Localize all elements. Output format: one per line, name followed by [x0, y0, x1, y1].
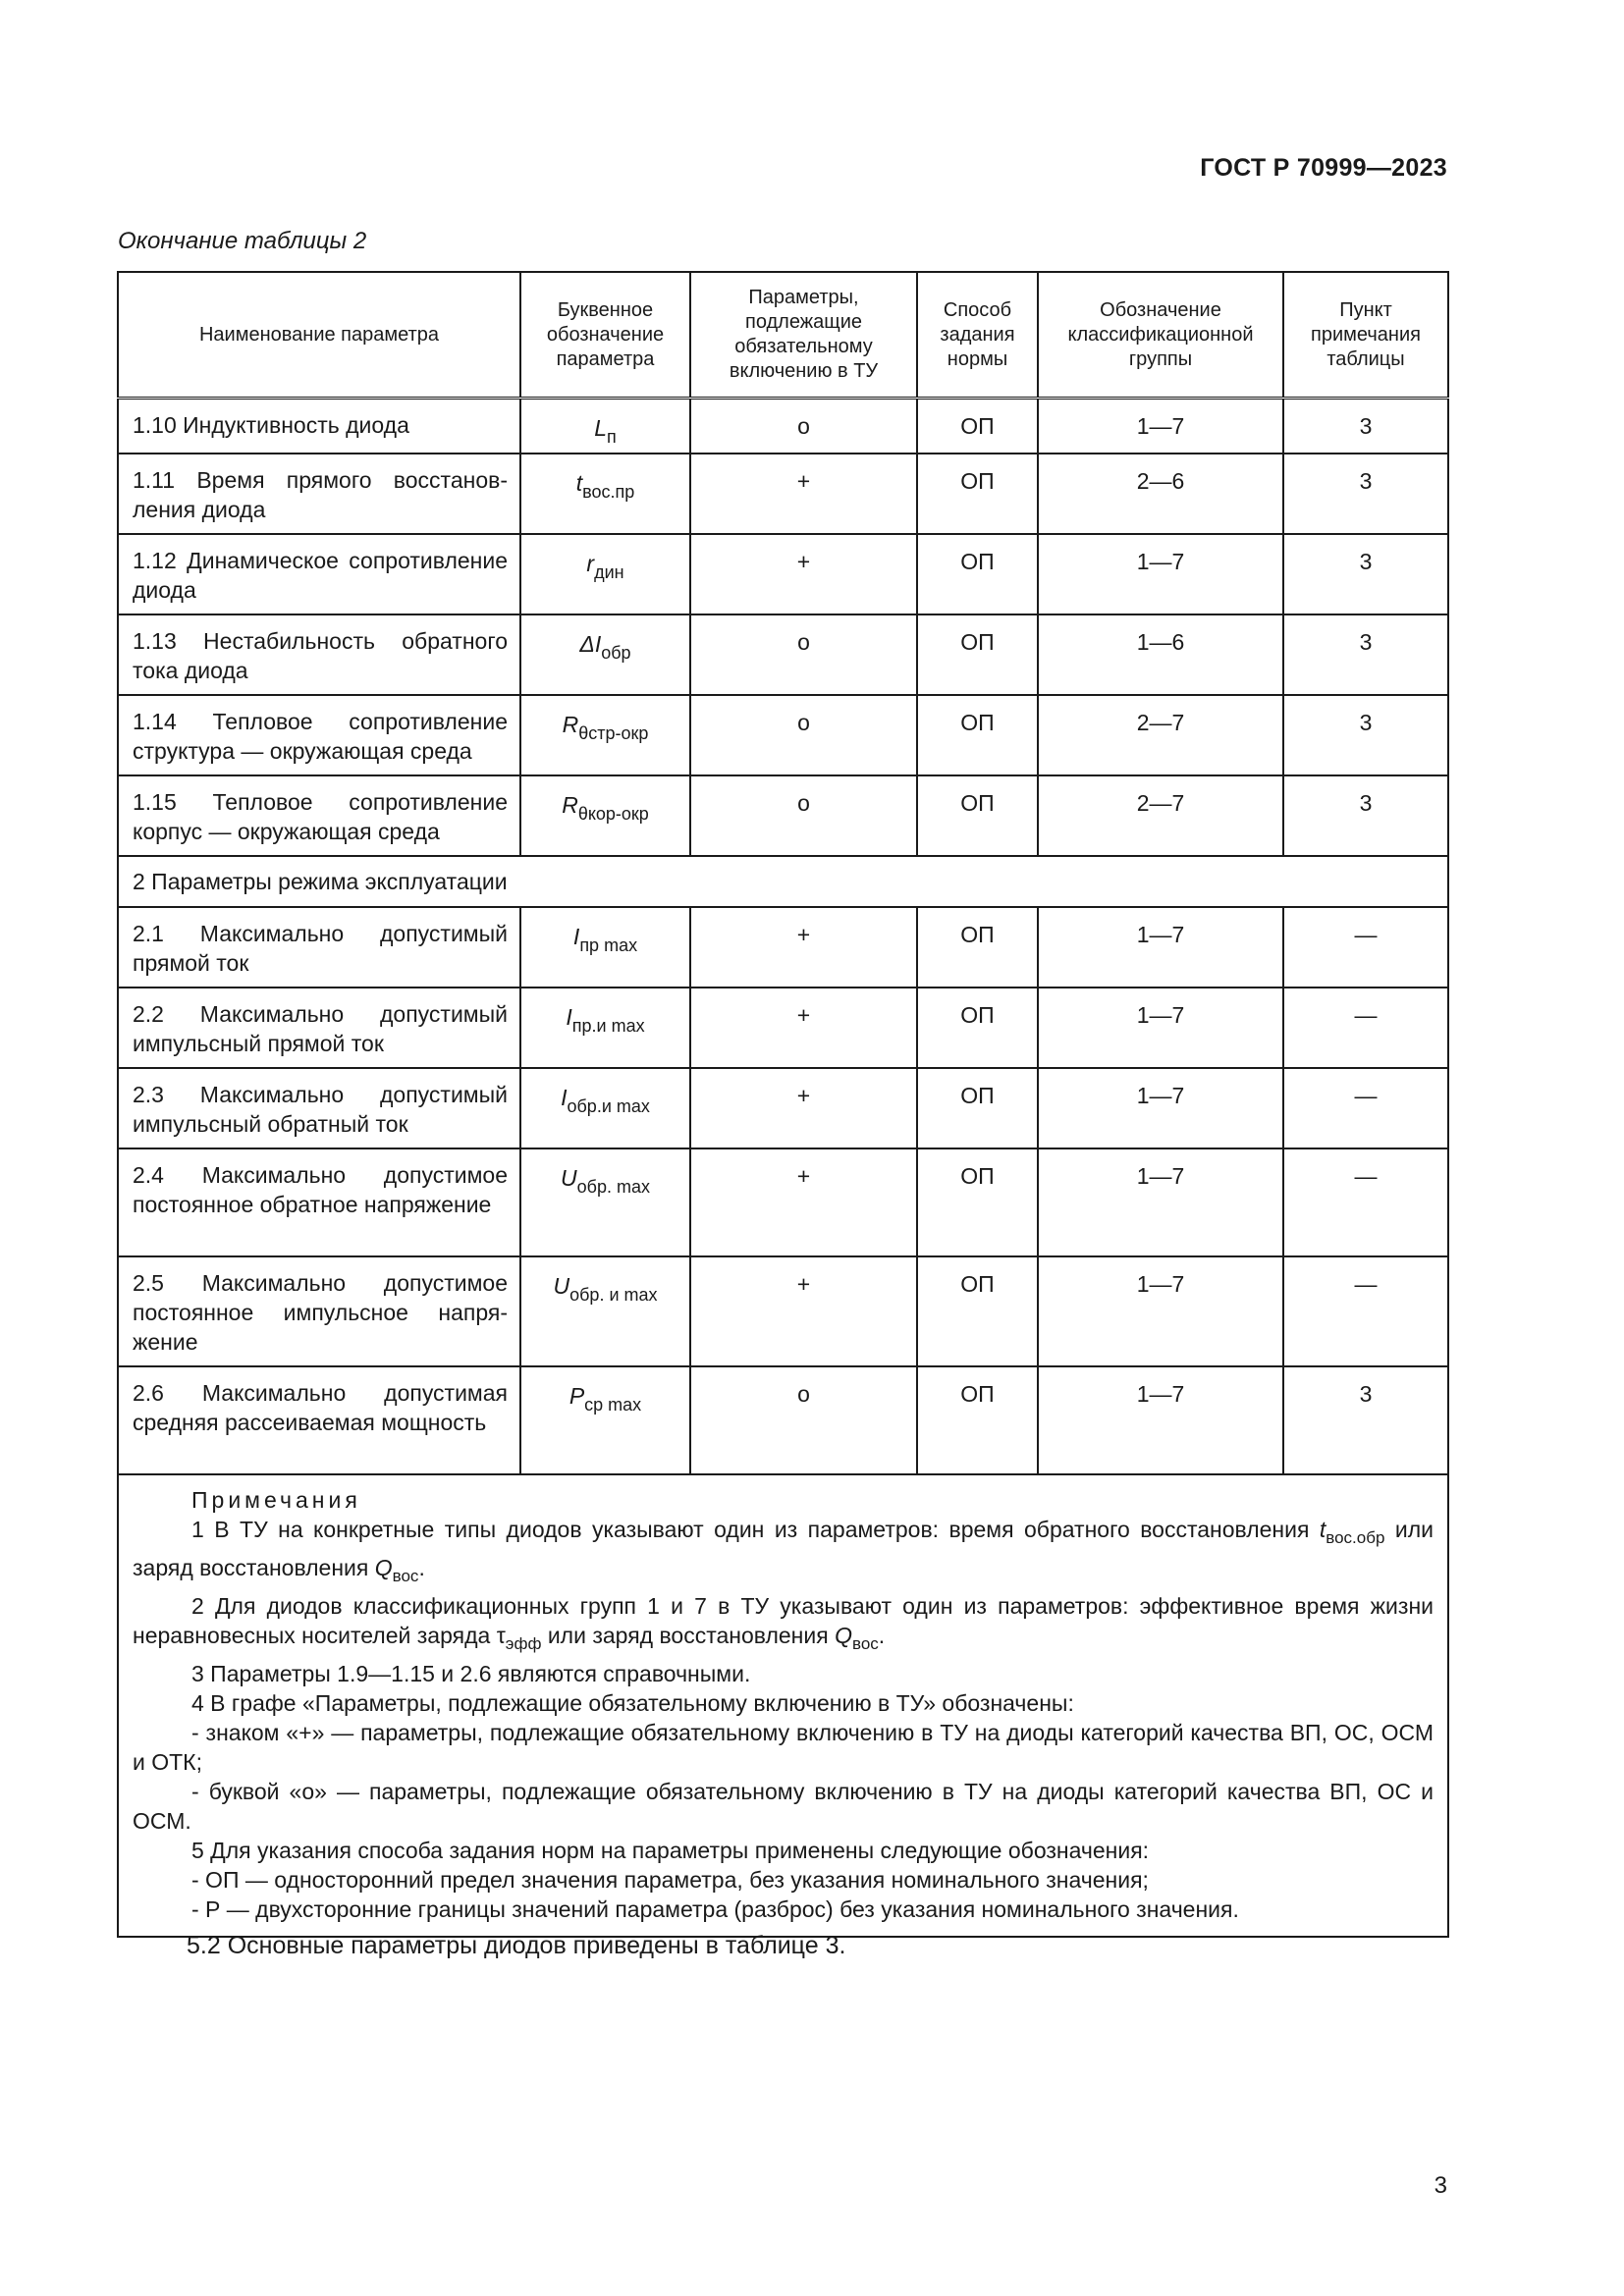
param-symbol: $L_п$	[520, 399, 690, 454]
param-method: ОП	[917, 1068, 1038, 1148]
note-5: 5 Для указания способа задания норм на параметры применены следующие обозначения:	[191, 1838, 1150, 1863]
param-name: 2.5 Максимально допустимое постоянное импульсное напряжение	[118, 1256, 520, 1366]
param-symbol: $\Delta I_{обр}$	[520, 614, 690, 695]
note-1: 1 В ТУ на конкретные типы диодов указывают один из параметров: время обратного восстановления $t_{вос.обр}$ или заряд восстановления $Q_{вос}$.	[133, 1517, 1435, 1585]
col-header-symbol: Буквенное обозначение параметра	[520, 272, 690, 399]
param-symbol: $I_{пр.и max}$	[520, 988, 690, 1068]
table-row	[118, 1068, 1448, 1148]
table-body-part1	[118, 399, 1448, 857]
note-4: 4 В графе «Параметры, подлежащие обязательному включению в ТУ» обозначены:	[191, 1690, 1074, 1716]
param-method: ОП	[917, 907, 1038, 988]
param-method: ОП	[917, 399, 1038, 454]
page-number: 3	[1434, 2172, 1447, 2199]
param-method: ОП	[917, 614, 1038, 695]
param-group: 1—7	[1038, 399, 1283, 454]
document-code: ГОСТ Р 70999—2023	[1200, 154, 1447, 182]
param-name: 1.11 Время прямого восстановления диода	[118, 454, 520, 534]
param-method: ОП	[917, 454, 1038, 534]
table-row	[118, 454, 1448, 534]
param-mandatory: о	[690, 1366, 917, 1474]
param-mandatory: +	[690, 988, 917, 1068]
note-3: 3 Параметры 1.9—1.15 и 2.6 являются справочными.	[191, 1661, 751, 1686]
param-method: ОП	[917, 1256, 1038, 1366]
parameters-table	[117, 271, 1449, 1938]
note-5-op: - ОП — односторонний предел значения параметра, без указания номинального значения;	[191, 1867, 1149, 1893]
param-group: 1—6	[1038, 614, 1283, 695]
param-symbol: $I_{обр.и max}$	[520, 1068, 690, 1148]
table-row	[118, 1366, 1448, 1474]
param-symbol: $t_{вос.пр}$	[520, 454, 690, 534]
param-symbol: $I_{пр max}$	[520, 907, 690, 988]
param-name: 1.10 Индуктивность диода	[118, 399, 520, 454]
param-mandatory: о	[690, 775, 917, 856]
param-group: 1—7	[1038, 534, 1283, 614]
param-group: 2—7	[1038, 775, 1283, 856]
param-mandatory: о	[690, 614, 917, 695]
param-name: 1.15 Тепловое сопротивление корпус — окружающая среда	[118, 775, 520, 856]
param-group: 2—6	[1038, 454, 1283, 534]
notes-block	[118, 1474, 1448, 1937]
param-note-ref: 3	[1283, 454, 1448, 534]
param-mandatory: +	[690, 1256, 917, 1366]
param-note-ref: 3	[1283, 775, 1448, 856]
param-symbol: $R_{\theta стр-окр}$	[520, 695, 690, 775]
param-name: 2.4 Максимально допустимое постоянное обратное напряжение	[118, 1148, 520, 1256]
param-symbol: $U_{обр. и max}$	[520, 1256, 690, 1366]
notes-title: Примечания	[191, 1487, 361, 1513]
table-row	[118, 399, 1448, 454]
param-group: 1—7	[1038, 907, 1283, 988]
table-row	[118, 695, 1448, 775]
table-row	[118, 534, 1448, 614]
param-method: ОП	[917, 1148, 1038, 1256]
param-note-ref: —	[1283, 1068, 1448, 1148]
notes-row	[118, 1474, 1448, 1937]
param-name: 2.3 Максимально допустимый импульсный обратный ток	[118, 1068, 520, 1148]
param-name: 2.6 Максимально допустимая средняя рассеиваемая мощность	[118, 1366, 520, 1474]
param-name: 1.12 Динамическое сопротивление диода	[118, 534, 520, 614]
table-row	[118, 775, 1448, 856]
param-symbol: $U_{обр. max}$	[520, 1148, 690, 1256]
param-name: 2.2 Максимально допустимый импульсный прямой ток	[118, 988, 520, 1068]
param-note-ref: —	[1283, 907, 1448, 988]
param-note-ref: —	[1283, 1256, 1448, 1366]
table-row	[118, 1148, 1448, 1256]
param-group: 1—7	[1038, 988, 1283, 1068]
param-symbol: $r_{дин}$	[520, 534, 690, 614]
table-header-row	[118, 272, 1448, 399]
table-caption: Окончание таблицы 2	[118, 228, 367, 254]
param-method: ОП	[917, 1366, 1038, 1474]
param-symbol: $P_{ср max}$	[520, 1366, 690, 1474]
col-header-group: Обозначение классификационной группы	[1038, 272, 1283, 399]
section-row	[118, 856, 1448, 907]
param-group: 2—7	[1038, 695, 1283, 775]
param-note-ref: 3	[1283, 1366, 1448, 1474]
table-row	[118, 614, 1448, 695]
param-method: ОП	[917, 775, 1038, 856]
param-note-ref: 3	[1283, 399, 1448, 454]
note-4-o: - буквой «о» — параметры, подлежащие обязательному включению в ТУ на диоды категорий качества ВП, ОС и ОСМ.	[133, 1779, 1434, 1834]
param-mandatory: +	[690, 454, 917, 534]
section-title: 2 Параметры режима эксплуатации	[118, 856, 1448, 907]
param-group: 1—7	[1038, 1148, 1283, 1256]
note-5-r: - Р — двухсторонние границы значений параметра (разброс) без указания номинального значения.	[191, 1896, 1239, 1922]
param-name: 1.13 Нестабильность обратного тока диода	[118, 614, 520, 695]
col-header-name: Наименование параметра	[118, 272, 520, 399]
param-note-ref: —	[1283, 1148, 1448, 1256]
param-method: ОП	[917, 988, 1038, 1068]
param-mandatory: +	[690, 1148, 917, 1256]
param-symbol: $R_{\theta кор-окр}$	[520, 775, 690, 856]
note-2: 2 Для диодов классификационных групп 1 и 7 в ТУ указывают один из параметров: эффективное время жизни неравновесных носителей заряда $\tau_{эфф}$ или заряд восстановления $Q_{вос}$.	[133, 1593, 1434, 1653]
table-row	[118, 907, 1448, 988]
note-4-plus: - знаком «+» — параметры, подлежащие обязательному включению в ТУ на диоды категорий качества ВП, ОС, ОСМ и ОТК;	[133, 1720, 1434, 1775]
param-mandatory: +	[690, 534, 917, 614]
param-mandatory: о	[690, 399, 917, 454]
param-group: 1—7	[1038, 1366, 1283, 1474]
param-group: 1—7	[1038, 1256, 1283, 1366]
table-body-part2	[118, 907, 1448, 1474]
param-mandatory: +	[690, 1068, 917, 1148]
param-name: 1.14 Тепловое сопротивление структура — окружающая среда	[118, 695, 520, 775]
col-header-method: Способ задания нормы	[917, 272, 1038, 399]
col-header-note: Пункт примечания таблицы	[1283, 272, 1448, 399]
param-note-ref: 3	[1283, 695, 1448, 775]
param-note-ref: 3	[1283, 534, 1448, 614]
param-mandatory: о	[690, 695, 917, 775]
body-paragraph: 5.2 Основные параметры диодов приведены в таблице 3.	[187, 1932, 846, 1959]
param-mandatory: +	[690, 907, 917, 988]
table-row	[118, 1256, 1448, 1366]
param-method: ОП	[917, 534, 1038, 614]
param-group: 1—7	[1038, 1068, 1283, 1148]
col-header-mandatory: Параметры, подлежащие обязательному включению в ТУ	[690, 272, 917, 399]
param-name: 2.1 Максимально допустимый прямой ток	[118, 907, 520, 988]
table-row	[118, 988, 1448, 1068]
param-note-ref: —	[1283, 988, 1448, 1068]
param-note-ref: 3	[1283, 614, 1448, 695]
param-method: ОП	[917, 695, 1038, 775]
